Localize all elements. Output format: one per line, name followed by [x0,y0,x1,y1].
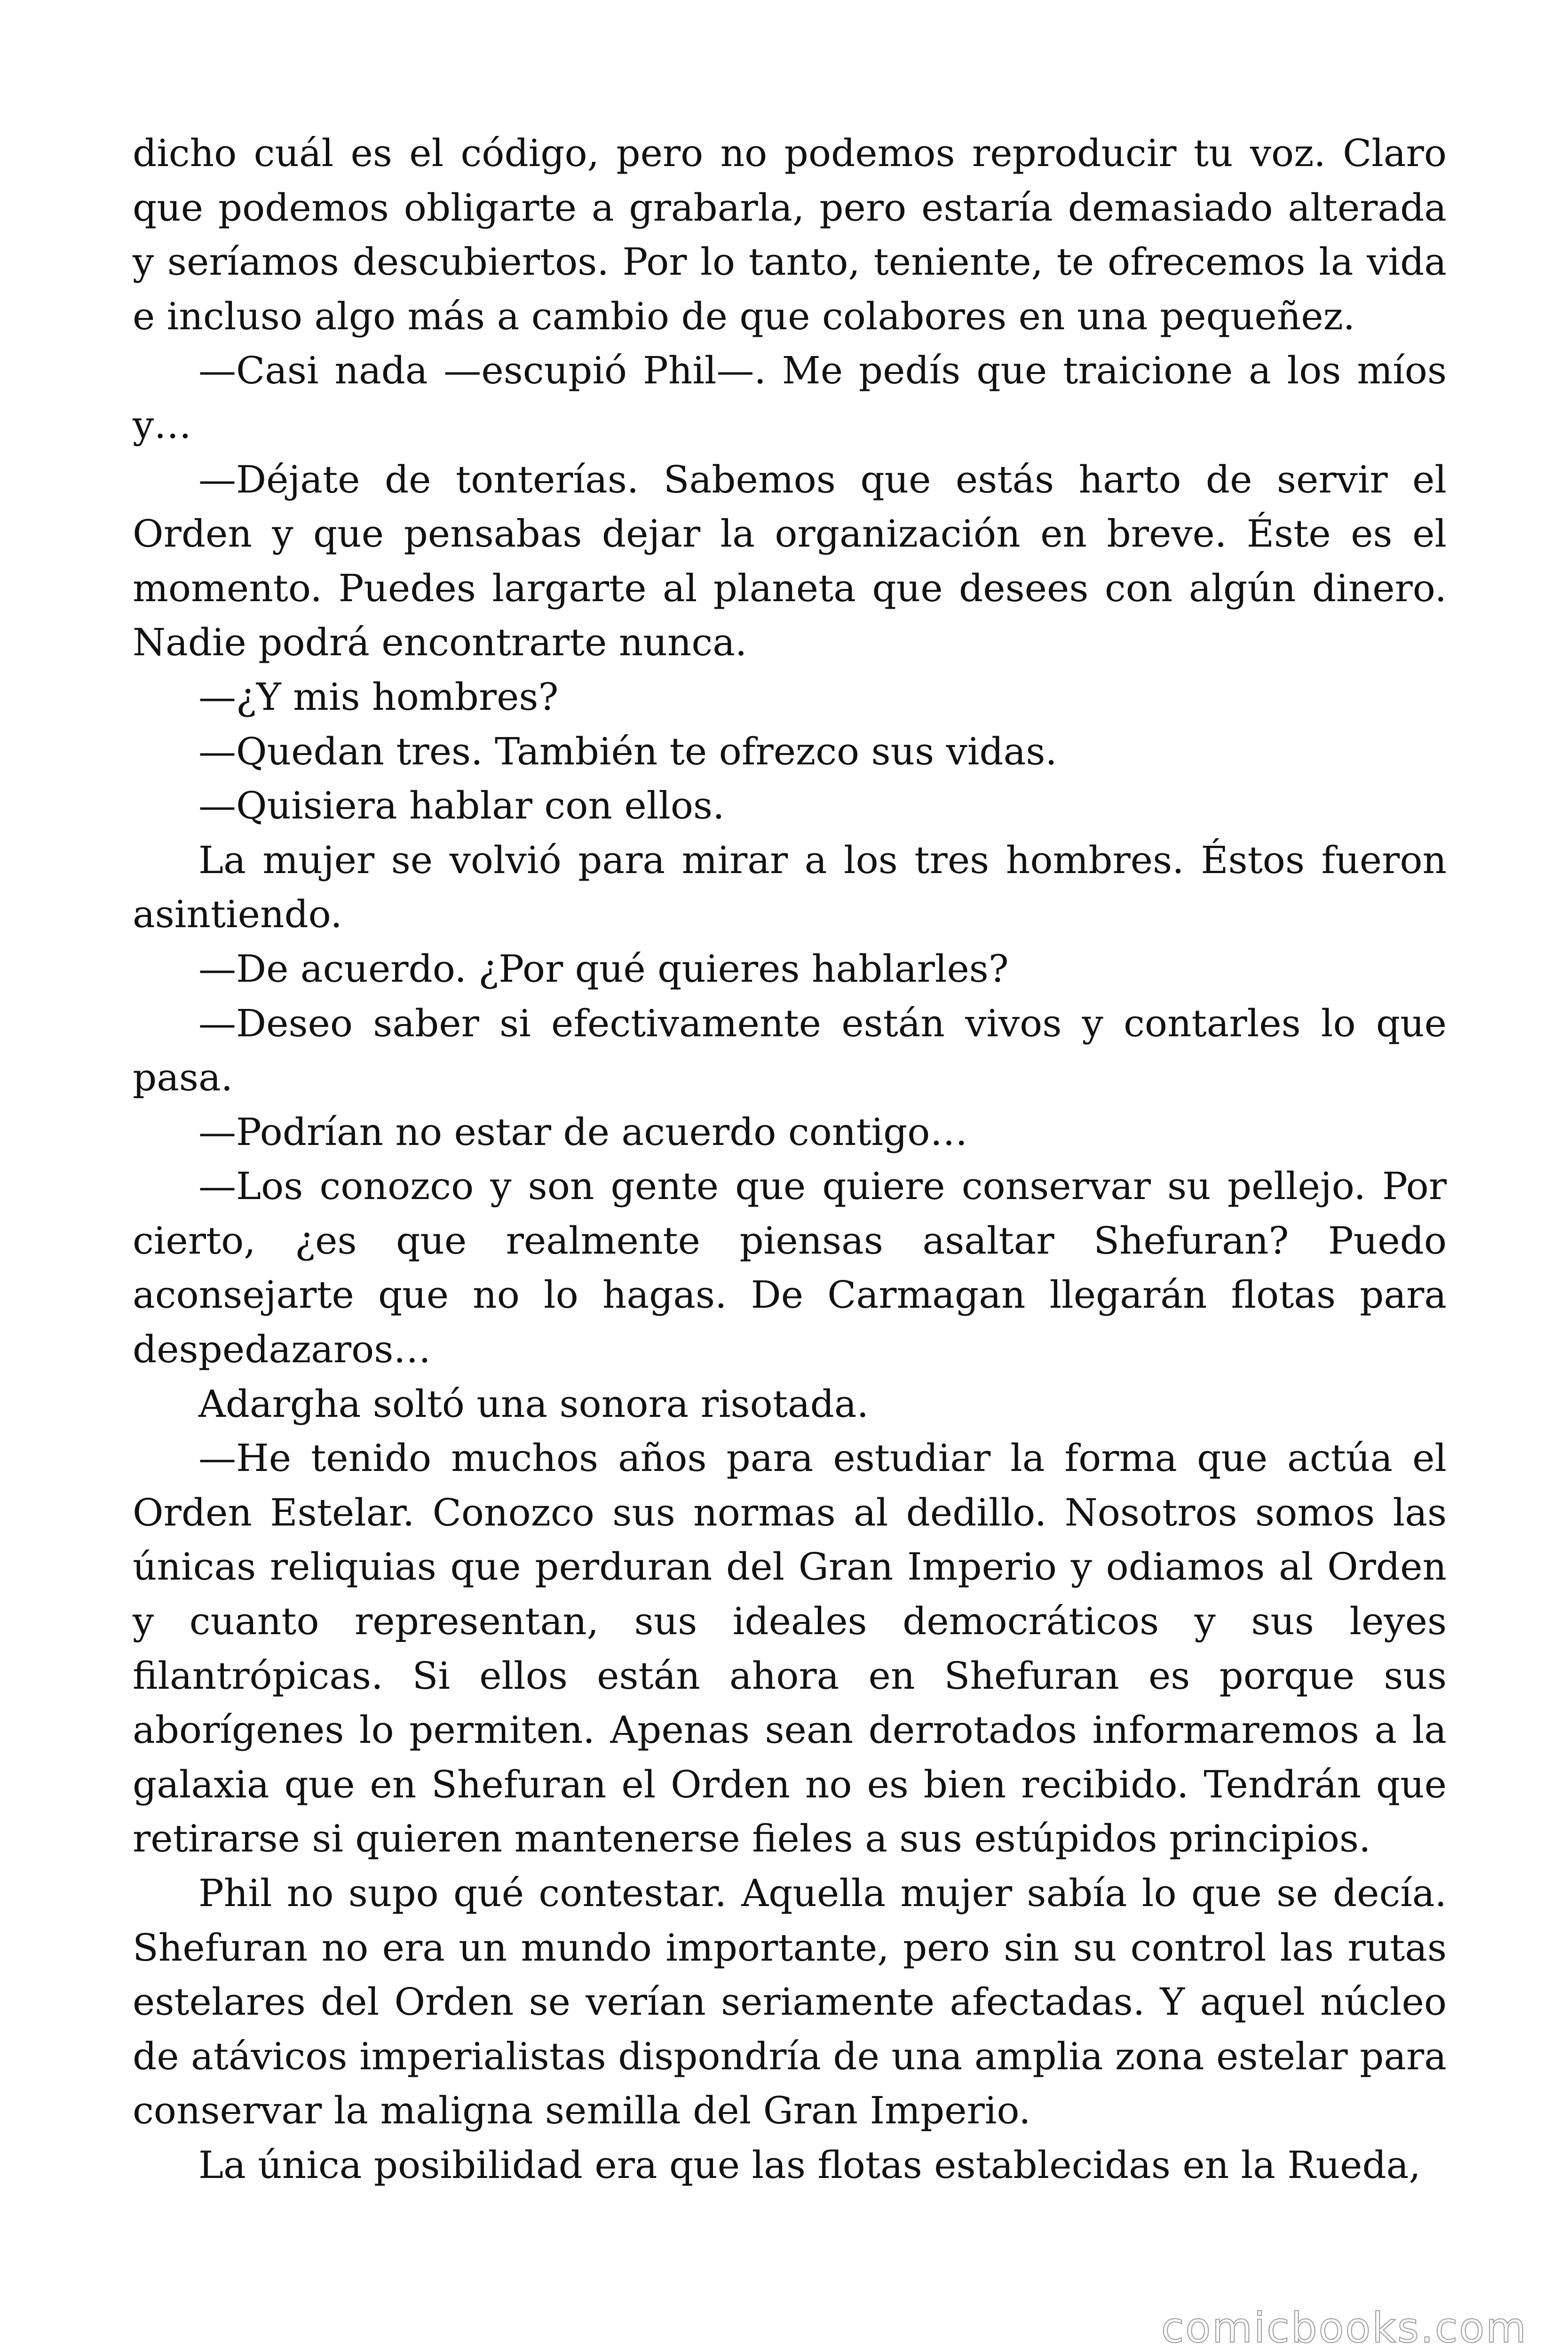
paragraph: —Deseo saber si efectivamente están vivos y contarles lo que pasa. [133,1001,1447,1100]
paragraph: —Déjate de tonterías. Sabemos que estás harto de servir el Orden y que pensabas dejar la organización en breve. Éste es el momento. Puedes largarte al planeta que desees con algún dinero. Nadie podrá encontrarte nunca. [133,457,1447,665]
paragraph: —¿Y mis hombres? [198,675,559,719]
paragraph: —Quisiera hablar con ellos. [198,784,725,828]
paragraph: Adargha soltó una sonora risotada. [198,1382,869,1426]
paragraph: —Quedan tres. También te ofrezco sus vidas. [198,729,1057,773]
watermark: comicbooks.com [1161,2304,1528,2352]
paragraph: —He tenido muchos años para estudiar la forma que actúa el Orden Estelar. Conozco sus normas al dedillo. Nosotros somos las únicas reliquias que perduran del Gran Imperio y odiamos al Orden y cuanto representan, sus ideales democráticos y sus leyes filantrópicas. Si ellos están ahora en Shefuran es porque sus aborígenes lo permiten. Apenas sean derrotados informaremos a la galaxia que en Shefuran el Orden no es bien recibido. Tendrán que retirarse si quieren mantenerse fieles a sus estúpidos principios. [133,1436,1447,1861]
paragraph: —Los conozco y son gente que quiere conservar su pellejo. Por cierto, ¿es que realmente piensas asaltar Shefuran? Puedo aconsejarte que no lo hagas. De Carmagan llegarán flotas para despedazaros… [133,1164,1447,1372]
paragraph: La única posibilidad era que las flotas establecidas en la Rueda, [198,2143,1421,2187]
paragraph: —Casi nada —escupió Phil—. Me pedís que traicione a los míos y… [133,349,1447,447]
paragraph: —De acuerdo. ¿Por qué quieres hablarles? [198,946,1009,991]
page-text [133,126,1447,2193]
paragraph: La mujer se volvió para mirar a los tres hombres. Éstos fueron asintiendo. [133,838,1447,937]
paragraph: —Podrían no estar de acuerdo contigo… [198,1110,968,1154]
paragraph: dicho cuál es el código, pero no podemos reproducir tu voz. Claro que podemos obligarte a grabarla, pero estaría demasiado alterada y seríamos descubiertos. Por lo tanto, teniente, te ofrecemos la vida e incluso algo más a cambio de que colabores en una pequeñez. [133,131,1447,338]
paragraph: Phil no supo qué contestar. Aquella mujer sabía lo que se decía. Shefuran no era un mundo importante, pero sin su control las rutas estelares del Orden se verían seriamente afectadas. Y aquel núcleo de atávicos imperialistas dispondría de una amplia zona estelar para conservar la maligna semilla del Gran Imperio. [133,1871,1447,2133]
